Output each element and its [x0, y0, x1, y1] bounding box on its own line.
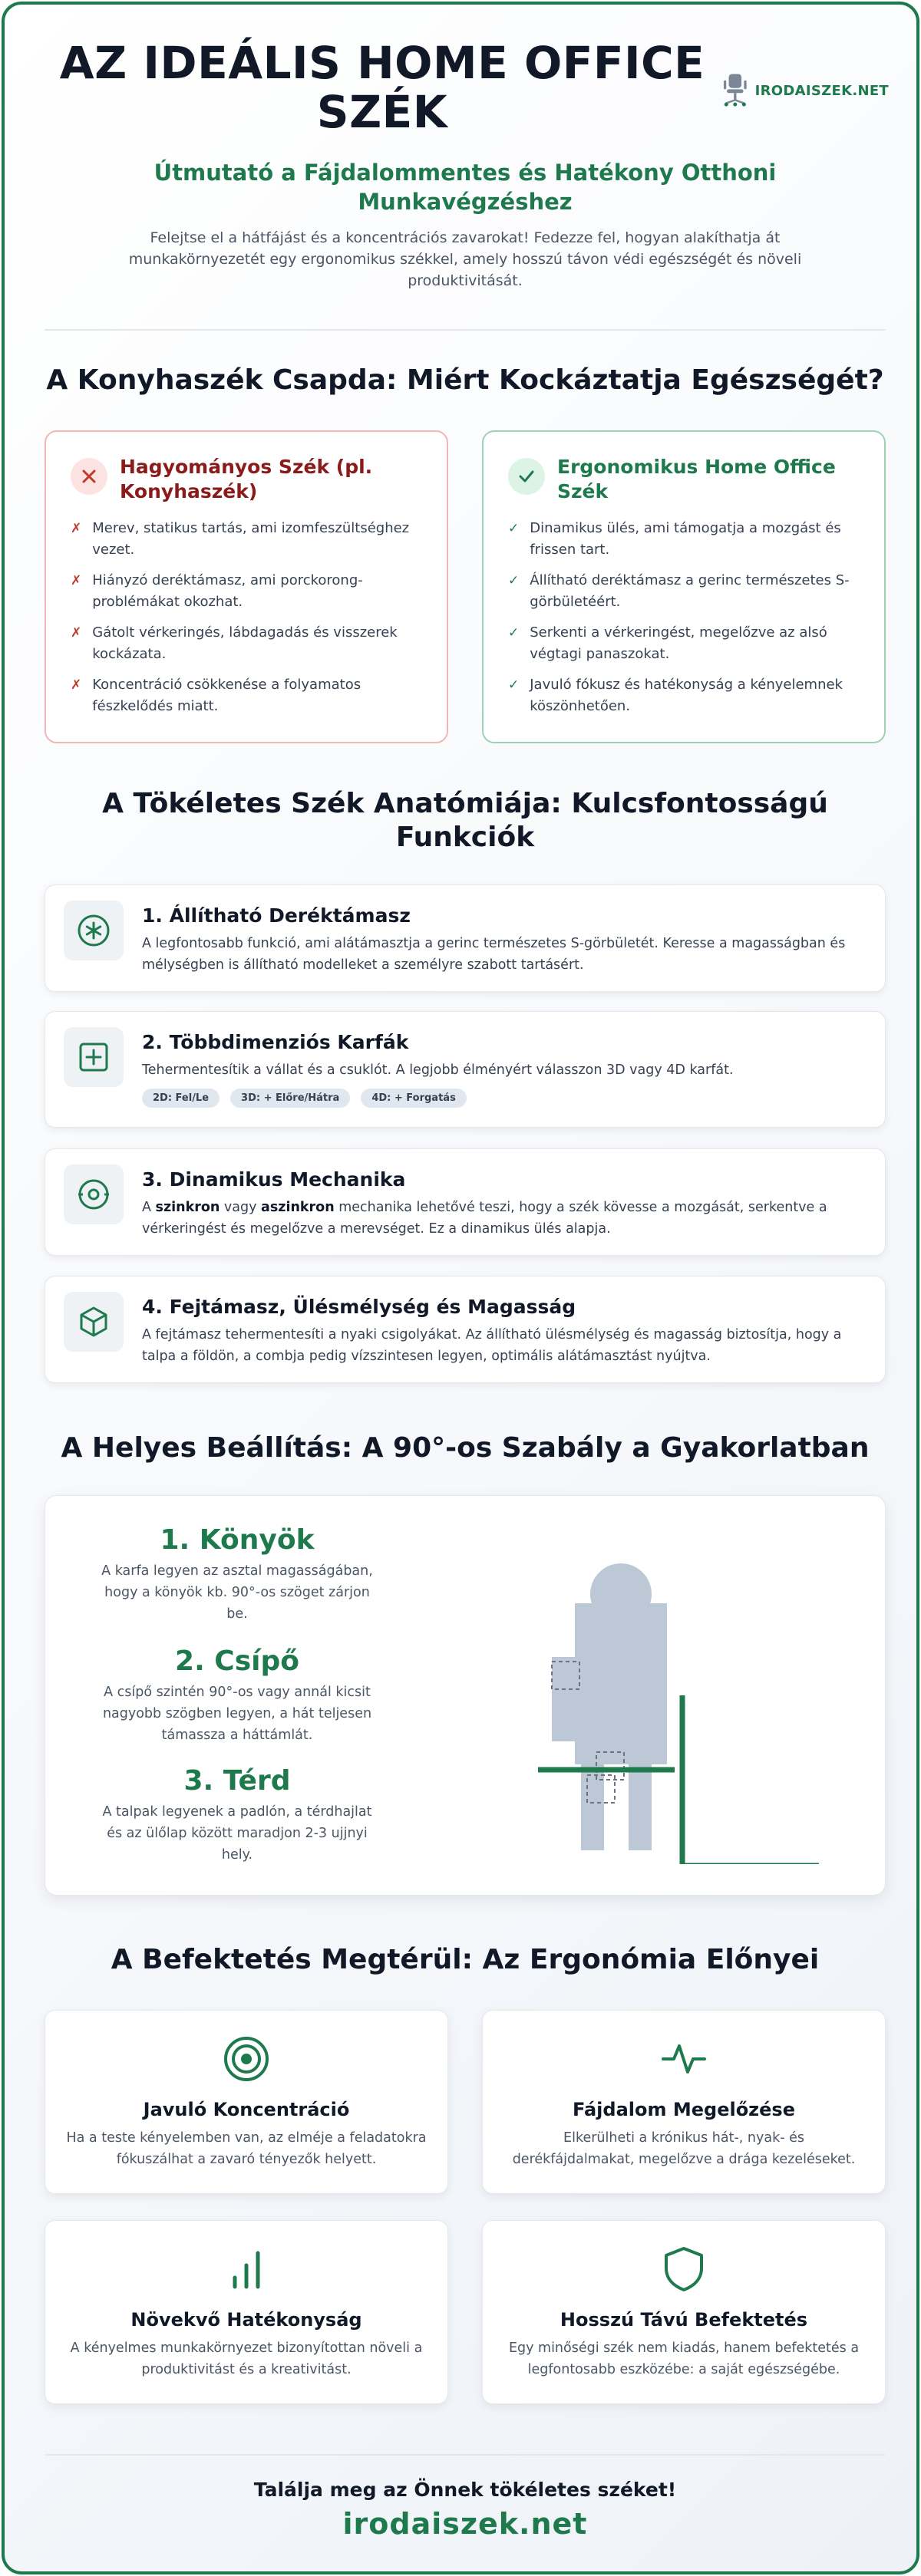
list-item: ✗ Hiányzó deréktámasz, ami porckorong-problémákat okozhat. [71, 570, 422, 613]
posture-illustration [521, 1542, 843, 1864]
footer-cta: Találja meg az Önnek tökéletes széket! [253, 2479, 677, 2501]
pill-2d: 2D: Fel/Le [142, 1089, 220, 1108]
feature-title: 1. Állítható Deréktámasz [142, 904, 411, 927]
header-divider [45, 329, 886, 331]
benefit-card-efficiency [45, 2220, 448, 2404]
pill-4d: 4D: + Forgatás [361, 1089, 466, 1108]
step-title: 3. Térd [183, 1765, 291, 1797]
feature-title: 4. Fejtámasz, Ülésmélység és Magasság [142, 1296, 576, 1318]
comparison-title: A Konyhaszék Csapda: Miért Kockáztatja Egészségét? [46, 364, 884, 396]
list-item: ✗ Koncentráció csökkenése a folyamatos fészkelődés miatt. [71, 674, 422, 717]
feature-card-lumbar [45, 884, 886, 992]
cross-mark-icon: ✗ [71, 573, 82, 588]
benefit-title: Hosszú Távú Befektetés [560, 2309, 808, 2331]
shield-icon [483, 2244, 885, 2294]
list-item: ✗ Merev, statikus tartás, ami izomfeszültséghez vezet. [71, 518, 422, 561]
setup-title: A Helyes Beállítás: A 90°-os Szabály a Gyakorlatban [61, 1432, 870, 1464]
footer-url-link[interactable]: irodaiszek.net [342, 2507, 588, 2541]
cube-icon [64, 1292, 124, 1352]
target-circle-icon [64, 1164, 124, 1224]
target-icon [45, 2034, 447, 2084]
ergonomic-chair-card [482, 430, 886, 743]
intro-text: Felejtse el a hátfájást és a koncentrációs zavarokat! Fedezze fel, hogyan alakíthatja át munkakörnyezetét egy ergonomikus székkel, amely hosszú távon védi egészségét és növeli produktivitását. [128, 229, 802, 289]
benefit-text: Ha a teste kényelemben van, az elméje a feladatokra fókuszálhat a zavaró tényezők helyett. [66, 2130, 427, 2167]
list-item: ✓ Serkenti a vérkeringést, megelőzve az alsó végtagi panaszokat. [508, 622, 860, 665]
benefits-title: A Befektetés Megtérül: Az Ergonómia Előnyei [111, 1944, 820, 1975]
feature-card-mechanism [45, 1148, 886, 1256]
traditional-chair-list [71, 518, 422, 717]
cross-mark-icon: ✗ [71, 677, 82, 693]
feature-card-armrests [45, 1011, 886, 1128]
feature-text: A fejtámasz tehermentesíti a nyaki csigolyákat. Az állítható ülésmélység és magasság biztosítja, hogy a talpa a földön, a combja pedig vízszintesen legyen, optimális alátámasztást nyújtva. [142, 1327, 842, 1364]
infographic-frame [2, 2, 919, 2574]
pill-3d: 3D: + Előre/Hátra [230, 1089, 350, 1108]
feature-text: Tehermentesítik a vállat és a csuklót. A legjobb élményért válasszon 3D vagy 4D karfát. [142, 1062, 734, 1078]
page-subtitle: Útmutató a Fájdalommentes és Hatékony Otthoni Munkavégzéshez [154, 160, 777, 215]
benefit-card-investment [482, 2220, 886, 2404]
list-item: ✓ Javuló fókusz és hatékonyság a kényelemnek köszönhetően. [508, 674, 860, 717]
check-icon [508, 458, 545, 495]
page-title: AZ IDEÁLIS HOME OFFICE SZÉK [59, 37, 705, 138]
bar-chart-icon [45, 2244, 447, 2294]
benefit-text: Egy minőségi szék nem kiadás, hanem befektetés a legfontosabb eszközébe: a saját egészségébe. [508, 2340, 860, 2377]
check-mark-icon: ✓ [508, 521, 520, 536]
benefit-text: A kényelmes munkakörnyezet bizonyítottan növeli a produktivitást és a kreativitást. [70, 2340, 423, 2377]
brand-logo[interactable] [720, 68, 889, 114]
plus-square-icon [64, 1027, 124, 1087]
step-knee [99, 1764, 375, 1866]
feature-text: A legfontosabb funkció, ami alátámasztja a gerinc természetes S-görbületét. Keresse a magasságban és mélységben is állítható modelleket a személyre szabott tartásért. [142, 936, 846, 973]
features-title: A Tökéletes Szék Anatómiája: Kulcsfontosságú Funkciók [102, 788, 828, 853]
logo-text: IRODAISZEK.NET [754, 82, 889, 99]
x-icon [71, 458, 107, 495]
check-mark-icon: ✓ [508, 677, 520, 693]
traditional-chair-title: Hagyományos Szék (pl. Konyhaszék) [120, 456, 373, 502]
traditional-chair-card [45, 430, 448, 743]
list-item: ✓ Dinamikus ülés, ami támogatja a mozgást és frissen tart. [508, 518, 860, 561]
benefit-title: Javuló Koncentráció [143, 2099, 350, 2120]
list-item: ✓ Állítható deréktámasz a gerinc természetes S-görbületéért. [508, 570, 860, 613]
benefit-card-pain [482, 2010, 886, 2194]
feature-title: 3. Dinamikus Mechanika [142, 1168, 406, 1191]
ergonomic-chair-title: Ergonomikus Home Office Szék [557, 456, 836, 502]
step-hip [99, 1645, 375, 1746]
cross-mark-icon: ✗ [71, 521, 82, 536]
benefit-title: Fájdalom Megelőzése [572, 2099, 795, 2120]
step-title: 2. Csípő [175, 1645, 299, 1677]
armrest-pills [142, 1089, 867, 1108]
setup-card [45, 1495, 886, 1896]
pulse-icon [483, 2034, 885, 2084]
footer-divider [45, 2454, 886, 2456]
ergonomic-chair-list [508, 518, 860, 717]
list-item: ✗ Gátolt vérkeringés, lábdagadás és visszerek kockázata. [71, 622, 422, 665]
step-title: 1. Könyök [160, 1524, 315, 1556]
step-text: A karfa legyen az asztal magasságában, hogy a könyök kb. 90°-os szöget zárjon be. [101, 1563, 373, 1622]
benefit-card-focus [45, 2010, 448, 2194]
benefit-title: Növekvő Hatékonyság [130, 2309, 362, 2331]
asterisk-icon [64, 901, 124, 960]
check-mark-icon: ✓ [508, 573, 520, 588]
step-text: A csípő szintén 90°-os vagy annál kicsit nagyobb szögben legyen, a hát teljesen támassza a háttámlát. [102, 1685, 372, 1743]
check-mark-icon: ✓ [508, 625, 520, 641]
feature-text: A szinkron vagy aszinkron mechanika lehetővé teszi, hogy a szék kövesse a mozgását, serkentve a vérkeringést és megelőzve a merevséget. Ez a dinamikus ülés alapja. [142, 1200, 827, 1237]
benefit-text: Elkerülheti a krónikus hát-, nyak- és derékfájdalmakat, megelőzve a drága kezeléseket. [512, 2130, 856, 2167]
step-text: A talpak legyenek a padlón, a térdhajlat és az ülőlap között maradjon 2-3 ujjnyi hely. [102, 1804, 372, 1863]
feature-title: 2. Többdimenziós Karfák [142, 1031, 409, 1053]
office-chair-icon [720, 68, 751, 114]
step-elbow [99, 1524, 375, 1625]
feature-card-headrest [45, 1276, 886, 1383]
cross-mark-icon: ✗ [71, 625, 82, 641]
